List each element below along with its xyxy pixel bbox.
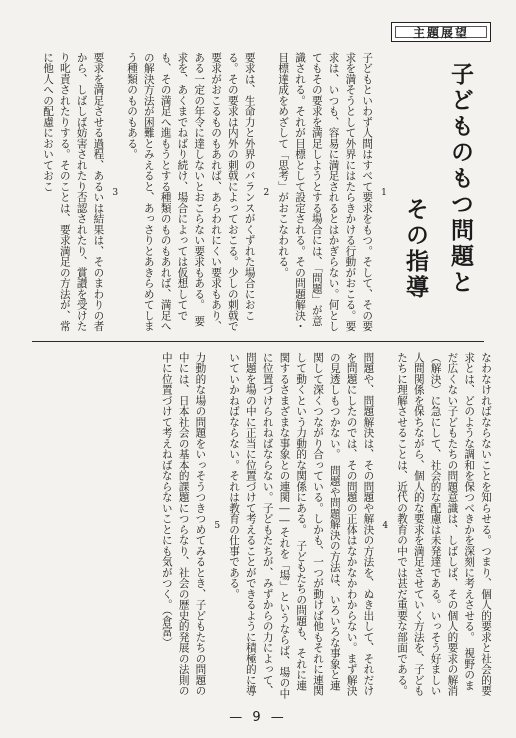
article-title-line-1: 子どものもつ問題と bbox=[447, 62, 473, 296]
banner-label: 主題展望 bbox=[395, 26, 487, 38]
column-divider bbox=[32, 341, 484, 342]
page-number: — 9 — bbox=[229, 710, 287, 725]
lower-text-block bbox=[22, 352, 494, 700]
section-5-text: 力動的な場の問題をいっそうつきつめてみるとき、子どもたちの問題の中には、日本社会の基本的課題につらなり、社会の歴史的発展の法則の中に位置づけて考えねばならないことにも気がつく。（倉富） bbox=[160, 352, 207, 696]
section-number-5: 5 bbox=[212, 520, 223, 532]
section-banner bbox=[391, 22, 491, 42]
upper-text-block bbox=[22, 52, 392, 334]
section-1-text: 子どもといわず人間はすべて要求をもつ。そして、その要求を満そうとして外界にはたらきかける行動がおこる。要求は、いつも、容易に満足されるとはかぎらない。何としてもその要求を満足しようとする場合には、「問題」が意識される。それが目標として設定される。その問題解決・目標達成をめざして「思考」がおこなわれる。 bbox=[277, 52, 374, 332]
section-3-continued-text: なわなければならないことを知らせる。つまり、個人的要求と社会的要求とは、どのような調和を保つべきかを深刻に考えさせる。 視野のまだ広くない子どもたちの問題意識は、しばしば、その個人的要求の解消（解決）に急にして、社会的な配慮は未発達である。いっそう好ましい人間関係を保ちながら、個人的な要求を満足させていく方法を、子どもたちに理解させることは、近代の教育の中では甚だ重要な部面である。 bbox=[396, 352, 492, 696]
section-2-text: 要求は、生命力と外界のバランスがくずれた場合におこる。その要求は内外の刺戟によっておこる。少しの刺戟で要求がおこるものもあれば、あらわれにくい要求もあり、ある一定の年令に達しないとおこらない要求もある。 要求を、あくまでねばり続け、場合によっては仮想してでも、その満足へ進もうとする種類のものもあれば、満足への解決方法が困難とみえると、あっさりとあきらめてしまう種類のものもある。 bbox=[126, 52, 256, 332]
section-number-2: 2 bbox=[261, 187, 272, 199]
section-number-4: 4 bbox=[380, 520, 391, 532]
section-4-text: 問題や、問題解決は、その問題や解決の方法を、ぬき出して、それだけを問題にしたのでは、その問題の正体はなかなかわからない。まず解決の見透しもつかない。 問題や問題解決の方法は、いろいろな事象と連関して深くつながり合っている。しかも、一つが動けば他もそれに連関して動くという力動的な関係にある。 子どもたちの問題も、それに連関するさまざまな事象との連関――それを「場」というならば、場の中に位置づけられねばならない。子どもたちが、みずからの力によって、問題を場の中に正当に位置づけて考えることができるように積極的に導いていかねばならない。それは教育の仕事である。 bbox=[228, 352, 375, 699]
section-3-text: 要求を満足させる過程、あるいは結果は、そのまわりの者から、しばしば妨害されたり否認されたり、賞讃を受けたり叱責されたりする。そのことは、要求満足の方法が、常に他人への配慮においておこ bbox=[42, 52, 105, 332]
article-title-line-2: その指導 bbox=[402, 197, 428, 301]
section-number-3: 3 bbox=[110, 187, 121, 199]
section-number-1: 1 bbox=[379, 187, 389, 199]
